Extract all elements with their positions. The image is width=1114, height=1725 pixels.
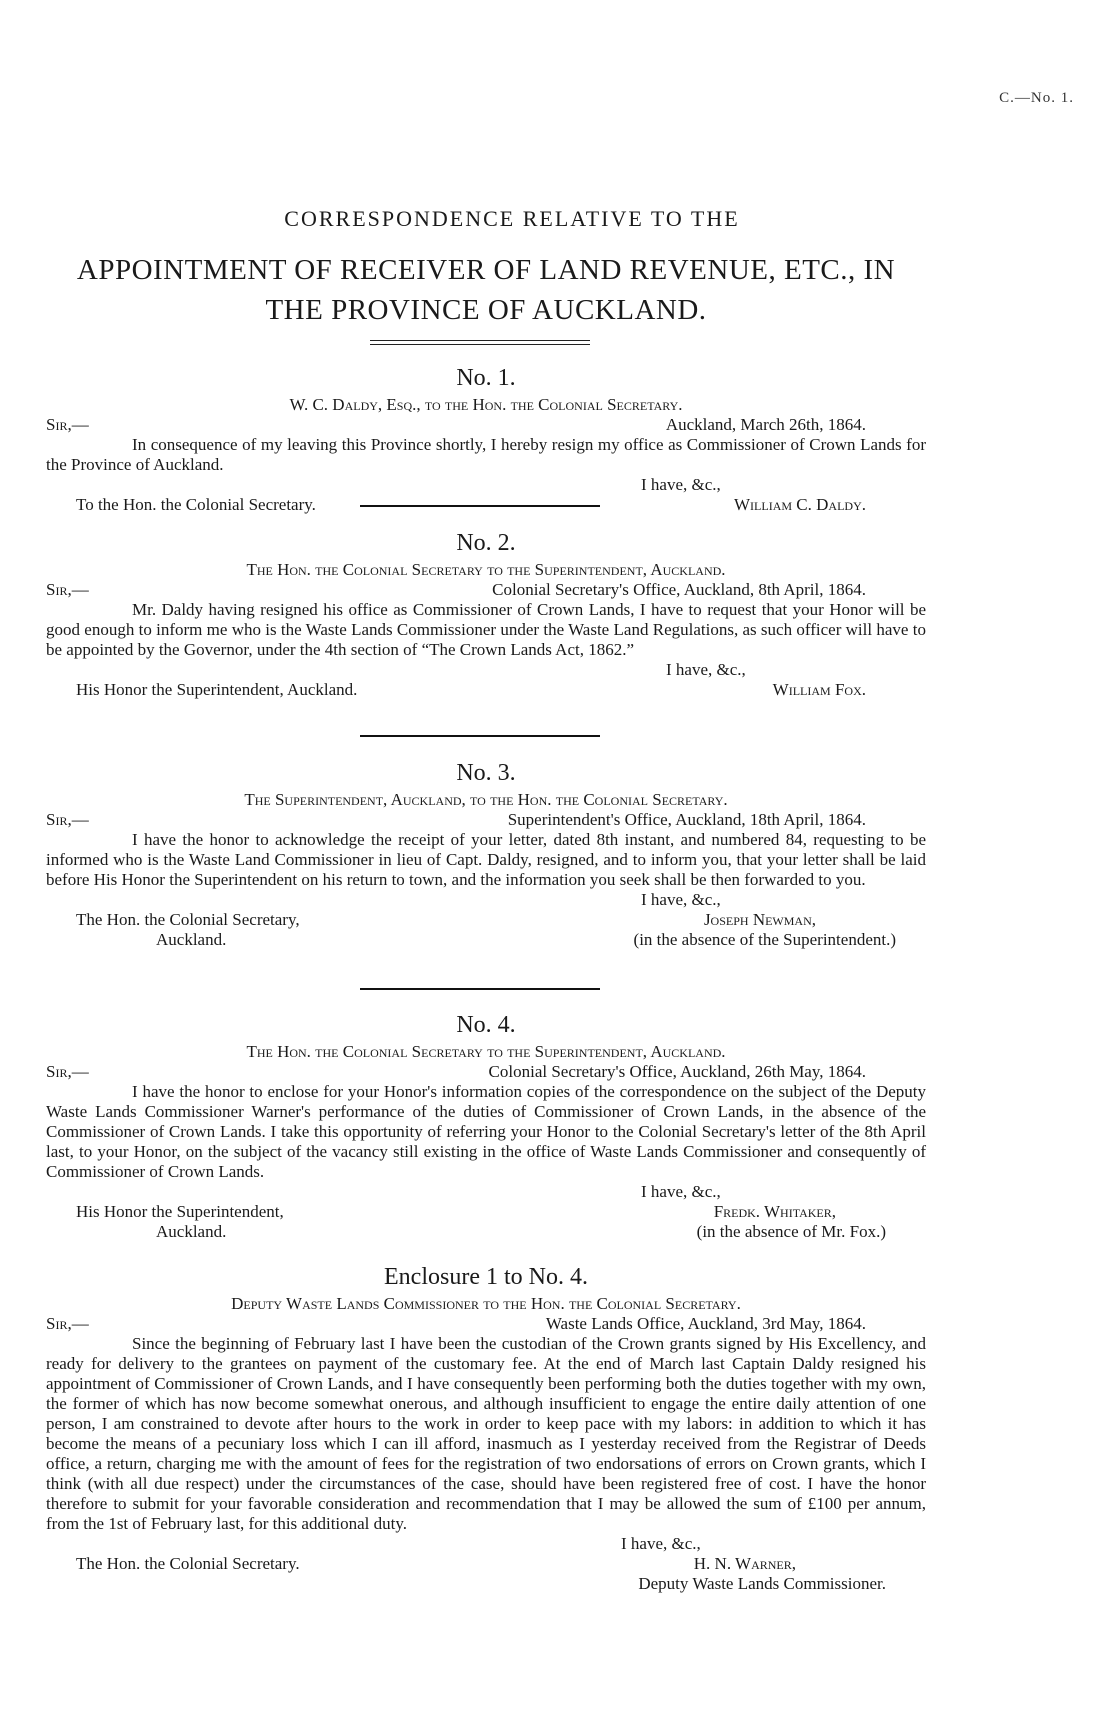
closing-row: [46, 660, 926, 680]
letter-body: Mr. Daldy having resigned his office as Commissioner of Crown Lands, I have to request that your Honor will be good enough to inform me who is the Waste Lands Commissioner under the Waste Land Regulations, as such officer will have to be appointed by the Governor, under the 4th section of “The Crown Lands Act, 1862.”: [46, 600, 926, 659]
dateline: Colonial Secretary's Office, Auckland, 26th May, 1864.: [488, 1062, 866, 1081]
signature: Fredk. Whitaker,: [713, 1202, 836, 1221]
signature-row: [46, 910, 926, 930]
closing-row: [46, 1534, 926, 1554]
letter-from-to: The Superintendent, Auckland, to the Hon. the Colonial Secretary.: [244, 790, 728, 809]
addressee: The Hon. the Colonial Secretary,: [76, 910, 300, 929]
enclosure-1: [46, 1262, 926, 1594]
salutation: Sir,—: [46, 1062, 89, 1081]
letter-3: [46, 758, 926, 950]
letter-from-to: The Hon. the Colonial Secretary to the Superintendent, Auckland.: [246, 1042, 726, 1061]
addressee-line-2: Auckland.: [156, 1222, 227, 1241]
dateline: Auckland, March 26th, 1864.: [665, 415, 866, 434]
signature: Joseph Newman,: [703, 910, 816, 929]
letter-1: [46, 363, 926, 515]
letter-heading: No. 4.: [456, 1012, 516, 1038]
closing: I have, &c.,: [641, 475, 721, 494]
signature: William C. Daldy.: [734, 495, 866, 514]
signature-note: (in the absence of Mr. Fox.): [696, 1222, 886, 1241]
salutation-row: [46, 810, 926, 830]
letter-heading: No. 3.: [456, 760, 516, 786]
signature-note: Deputy Waste Lands Commissioner.: [638, 1574, 886, 1593]
addressee-line-2: Auckland.: [156, 930, 227, 949]
letter-from-to: W. C. Daldy, Esq., to the Hon. the Colonial Secretary.: [289, 395, 683, 414]
signature-row-2: [46, 1574, 926, 1594]
signature: H. N. Warner,: [693, 1554, 796, 1573]
salutation-row: [46, 1314, 926, 1334]
section-divider: [360, 735, 600, 737]
addressee: His Honor the Superintendent,: [76, 1202, 284, 1221]
closing-row: [46, 475, 926, 495]
closing: I have, &c.,: [666, 660, 746, 679]
page-number: C.—No. 1.: [999, 90, 1074, 106]
title-line-1: CORRESPONDENCE RELATIVE TO THE: [284, 206, 740, 231]
salutation: Sir,—: [46, 415, 89, 434]
closing-row: [46, 890, 926, 910]
letter-body: I have the honor to acknowledge the receipt of your letter, dated 8th instant, and numbered 84, requesting to be informed who is the Waste Land Commissioner in lieu of Capt. Daldy, resigned, and to inform you, that your letter shall be laid before His Honor the Superintendent on his return to town, and the information you seek shall be then forwarded to you.: [46, 830, 926, 889]
title-line-2: APPOINTMENT OF RECEIVER OF LAND REVENUE, ETC., IN THE PROVINCE OF AUCKLAND.: [76, 254, 896, 326]
closing: I have, &c.,: [621, 1534, 701, 1553]
salutation-row: [46, 580, 926, 600]
dateline: Colonial Secretary's Office, Auckland, 8th April, 1864.: [492, 580, 866, 599]
letter-4: [46, 1010, 926, 1242]
letter-body: In consequence of my leaving this Province shortly, I hereby resign my office as Commissioner of Crown Lands for the Province of Auckland.: [46, 435, 926, 474]
section-divider: [360, 988, 600, 990]
signature: William Fox.: [772, 680, 866, 699]
signature-note: (in the absence of the Superintendent.): [633, 930, 896, 949]
signature-row-2: [46, 930, 926, 950]
letter-body: Since the beginning of February last I have been the custodian of the Crown grants signed by His Excellency, and ready for delivery to the grantees on payment of the customary fee. At the end of March last Captain Daldy resigned his appointment of Commissioner of Crown Lands, and I have consequently been performing both the duties together with my own, the former of which has now become somewhat onerous, and although insufficient to engage the entire daily attention of one person, I am constrained to devote after hours to the work in order to keep pace with my labors: in addition to which it has become the means of a pecuniary loss which I can ill afford, inasmuch as I yesterday received from the Registrar of Deeds office, a return, charging me with the amount of fees for the registration of two endorsations of errors on Crown grants, which I think (with all due respect) under the circumstances of the case, should have been registered free of cost. I have the honor therefore to submit for your favorable consideration and recommendation that I may be allowed the sum of £100 per annum, from the 1st of February last, for this additional duty.: [46, 1334, 926, 1533]
salutation: Sir,—: [46, 810, 89, 829]
closing: I have, &c.,: [641, 1182, 721, 1201]
closing-row: [46, 1182, 926, 1202]
section-divider: [360, 505, 600, 507]
letter-body: I have the honor to enclose for your Honor's information copies of the correspondence on the subject of the Deputy Waste Lands Commissioner Warner's performance of the duties of Commissioner of Crown Lands, in the absence of the Commissioner of Crown Lands. I take this opportunity of referring your Honor to the Colonial Secretary's letter of the 8th April last, to your Honor, on the subject of the vacancy still existing in the office of Waste Lands Commissioner and consequently of Commissioner of Crown Lands.: [46, 1082, 926, 1181]
signature-row-2: [46, 1222, 926, 1242]
dateline: Waste Lands Office, Auckland, 3rd May, 1864.: [545, 1314, 866, 1333]
letter-from-to: The Hon. the Colonial Secretary to the Superintendent, Auckland.: [246, 560, 726, 579]
salutation: Sir,—: [46, 1314, 89, 1333]
letter-heading: No. 1.: [456, 365, 516, 391]
addressee: His Honor the Superintendent, Auckland.: [76, 680, 358, 699]
signature-row: [46, 1554, 926, 1574]
letter-heading: No. 2.: [456, 530, 516, 556]
salutation-row: [46, 415, 926, 435]
dateline: Superintendent's Office, Auckland, 18th April, 1864.: [507, 810, 866, 829]
title-divider: [370, 340, 590, 345]
signature-row: [46, 1202, 926, 1222]
letter-heading: Enclosure 1 to No. 4.: [384, 1264, 588, 1290]
letter-2: [46, 528, 926, 700]
closing: I have, &c.,: [641, 890, 721, 909]
salutation: Sir,—: [46, 580, 89, 599]
addressee: The Hon. the Colonial Secretary.: [76, 1554, 300, 1573]
addressee: To the Hon. the Colonial Secretary.: [76, 495, 316, 514]
letter-from-to: Deputy Waste Lands Commissioner to the Hon. the Colonial Secretary.: [231, 1294, 741, 1313]
signature-row: [46, 680, 926, 700]
salutation-row: [46, 1062, 926, 1082]
